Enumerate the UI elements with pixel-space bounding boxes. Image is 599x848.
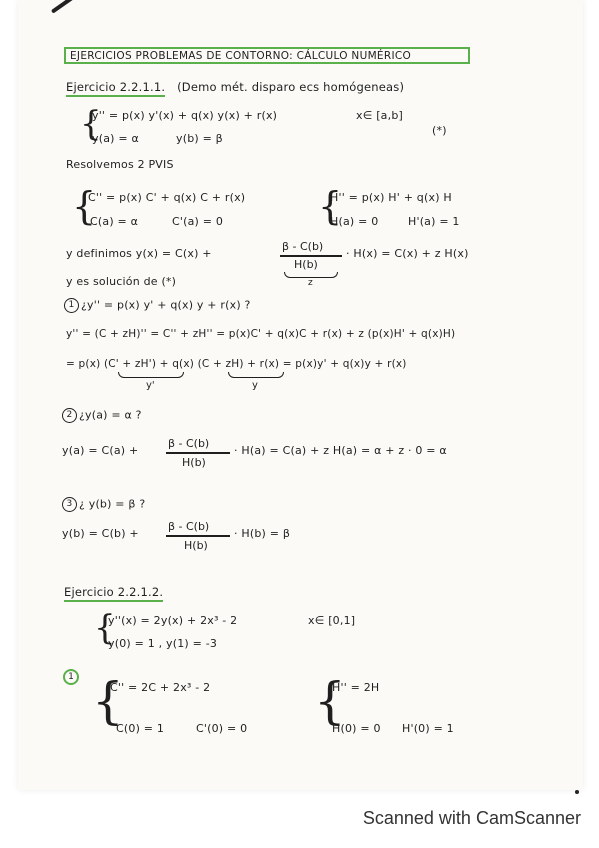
question-3-number: 3 [62,497,77,512]
question-2-suffix: · H(a) = C(a) + z H(a) = α + z · 0 = α [234,444,447,457]
question-3-suffix: · H(b) = β [234,527,291,540]
definition-underbrace-label: z [308,278,313,288]
exercise-2-pvi-2-brace: { [314,672,346,730]
question-1-underbrace-2 [228,372,284,378]
question-1-derivation-1: y'' = (C + zH)'' = C'' + zH'' = p(x)C' + q(x)C + r(x) + z (p(x)H' + q(x)H) [66,328,456,340]
question-3-fraction-bar [166,535,230,537]
question-1-underbrace-1 [118,372,184,378]
exercise-2-pvi-1-eq: C'' = 2C + 2x³ - 2 [110,681,211,694]
exercise-1-heading: Ejercicio 2.2.1.1. [66,80,165,97]
exercise-2-eq: y''(x) = 2y(x) + 2x³ - 2 [108,614,238,627]
scanner-watermark: Scanned with CamScanner [362,808,581,828]
system-domain: x∈ [a,b] [356,109,403,122]
question-2-text: ¿y(a) = α ? [79,408,142,422]
question-2 [62,408,142,423]
question-2-number: 2 [62,408,77,423]
question-2-prefix: y(a) = C(a) + [62,444,139,457]
definition-fraction-bar [280,255,342,257]
exercise-2-bc: y(0) = 1 , y(1) = -3 [108,637,218,650]
exercise-1-heading-row [66,80,404,94]
solution-claim: y es solución de (*) [66,275,177,288]
definition-fraction-numerator: β - C(b) [282,240,324,253]
question-1-derivation-2: = p(x) (C' + zH') + q(x) (C + zH) + r(x) = p(x)y' + q(x)y + r(x) [66,358,407,370]
exercise-2-heading-row [64,585,163,599]
exercise-2-pvi-1-brace: { [92,672,124,730]
question-3-text: ¿ y(b) = β ? [79,497,146,511]
exercise-2-heading: Ejercicio 2.2.1.2. [64,585,163,602]
ink-dot [575,790,579,794]
question-3 [62,497,145,512]
question-1-underbrace-label-2: y [252,380,258,391]
system-brace: { [80,104,102,144]
page-title: EJERCICIOS PROBLEMAS DE CONTORNO: CÁLCULO NUMÉRICO [64,47,470,64]
pvi-2-ic-1: H(a) = 0 [330,215,379,228]
question-3-prefix: y(b) = C(b) + [62,527,139,540]
question-2-fraction-denominator: H(b) [182,456,206,469]
exercise-2-pvi-2-ic-2: H'(0) = 1 [402,722,454,735]
question-1-number: 1 [64,298,79,313]
exercise-2-pvi-1-ic-1: C(0) = 1 [116,722,165,735]
question-1 [64,298,251,313]
exercise-1-subtitle: (Demo mét. disparo ecs homógeneas) [177,80,405,94]
pvi-2-ic-2: H'(a) = 1 [408,215,460,228]
pvi-1-ic-1: C(a) = α [90,215,139,228]
definition-fraction-denominator: H(b) [294,258,318,271]
system-bc-a: y(a) = α [92,132,139,145]
pvi-1-eq: C'' = p(x) C' + q(x) C + r(x) [88,191,246,204]
question-3-fraction-numerator: β - C(b) [168,520,210,533]
system-eq-1: y'' = p(x) y'(x) + q(x) y(x) + r(x) [92,109,278,122]
question-1-underbrace-label-1: y' [146,380,155,391]
question-3-fraction-denominator: H(b) [184,539,208,552]
exercise-2-pvi-1-ic-2: C'(0) = 0 [196,722,248,735]
resolvemos-text: Resolvemos 2 PVIS [66,158,174,171]
system-bc-b: y(b) = β [176,132,223,145]
pvi-2-eq: H'' = p(x) H' + q(x) H [330,191,452,204]
definition-suffix: · H(x) = C(x) + z H(x) [346,247,469,260]
question-2-fraction-numerator: β - C(b) [168,437,210,450]
system-tag: (*) [432,124,447,137]
pvi-1-ic-2: C'(a) = 0 [172,215,224,228]
pvi-1-brace: { [72,184,97,228]
pvi-2-brace: { [318,184,343,228]
exercise-2-pvi-2-eq: H'' = 2H [332,681,380,694]
question-1-text: ¿y'' = p(x) y' + q(x) y + r(x) ? [81,298,251,312]
exercise-2-pvi-2-ic-1: H(0) = 0 [332,722,381,735]
question-2-fraction-bar [166,452,230,454]
exercise-2-step-number: 1 [63,669,79,685]
exercise-2-system-brace: { [94,608,116,648]
definition-prefix: y definimos y(x) = C(x) + [66,247,212,260]
exercise-2-domain: x∈ [0,1] [308,614,356,627]
